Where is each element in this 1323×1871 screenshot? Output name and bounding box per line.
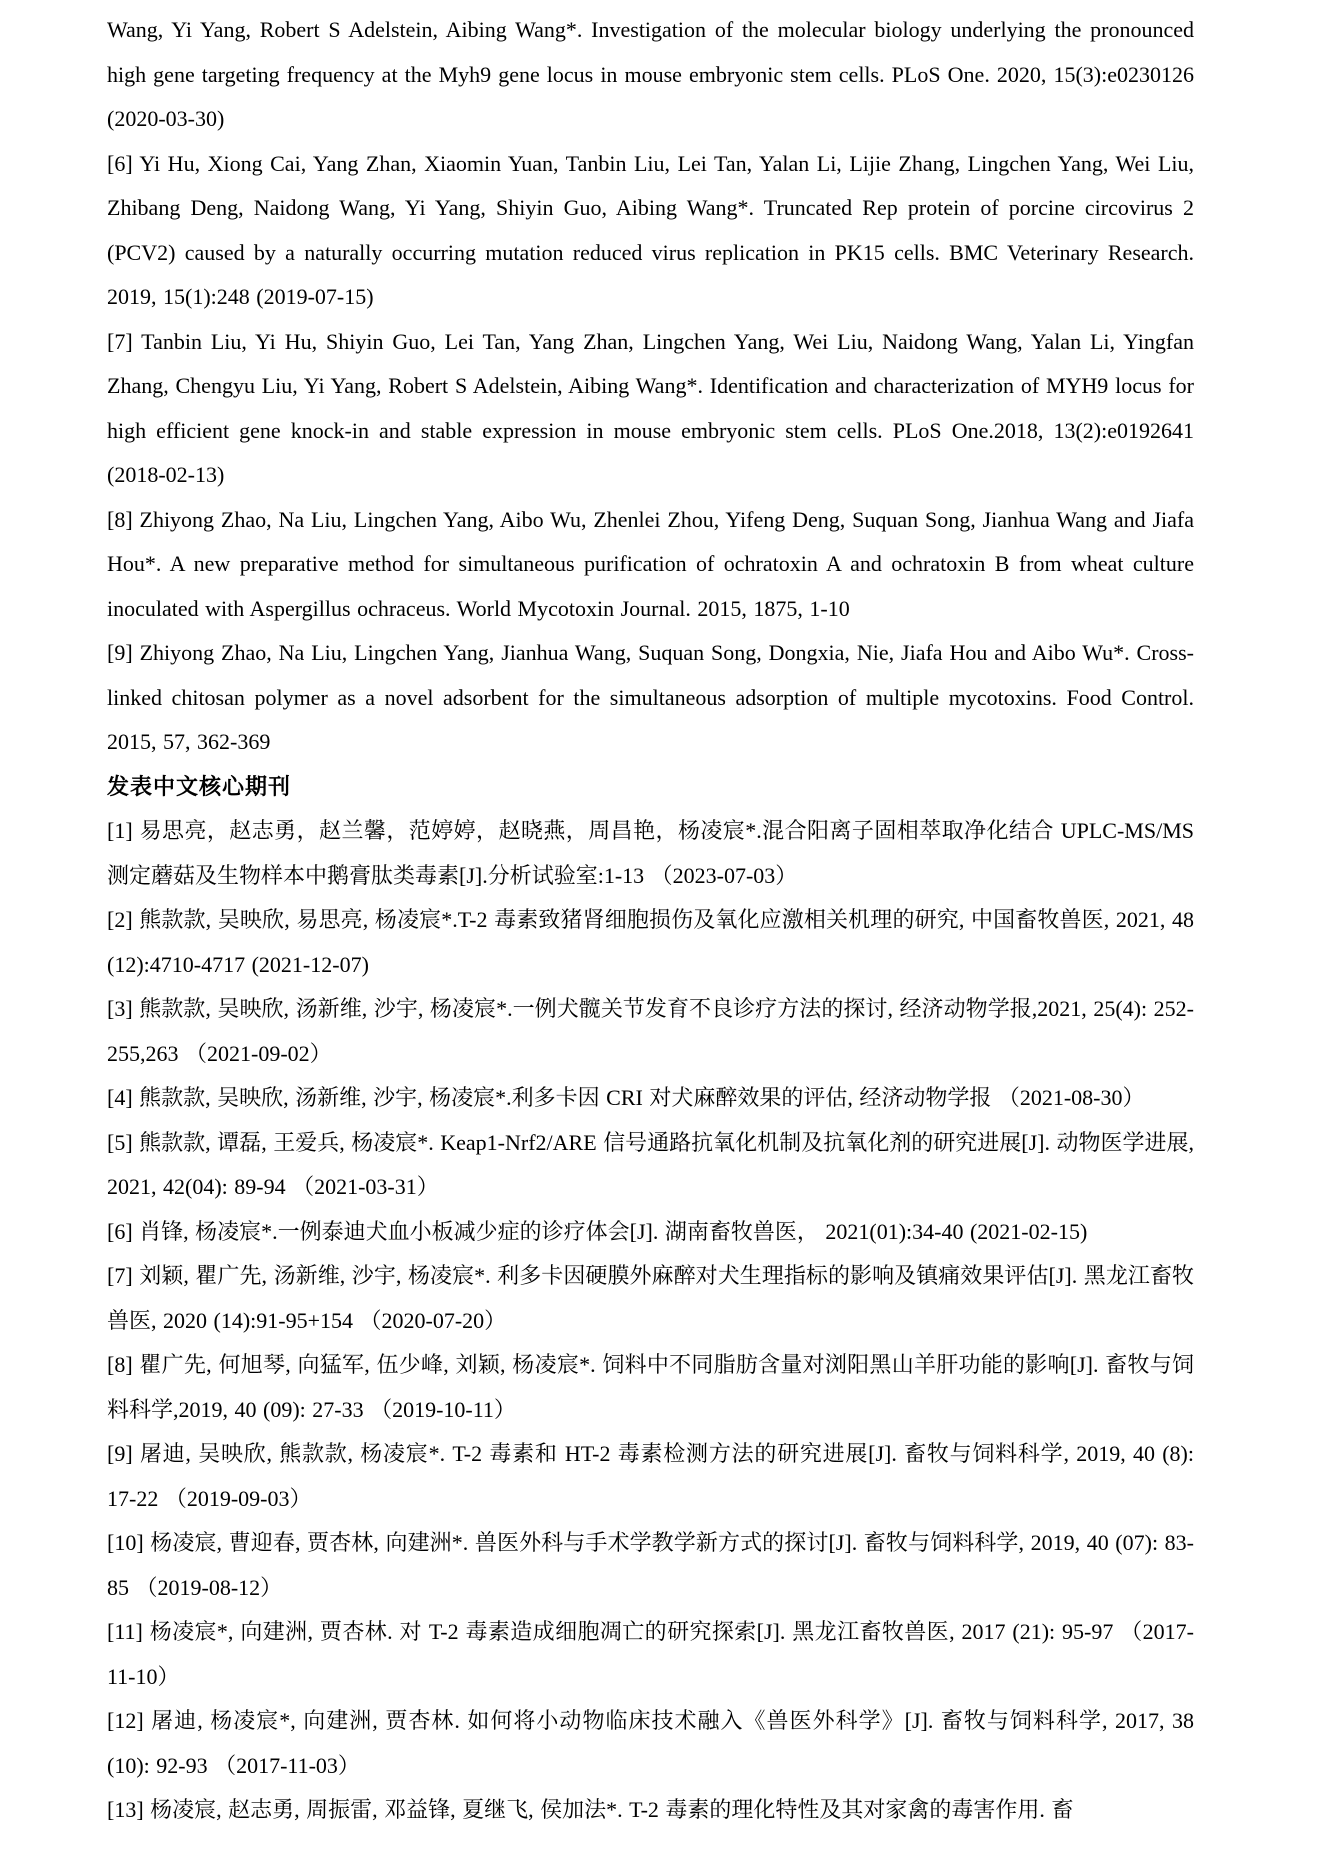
chinese-reference-11: [11] 杨凌宸*, 向建洲, 贾杏林. 对 T-2 毒素造成细胞凋亡的研究探索[J]. 黑龙江畜牧兽医, 2017 (21): 95-97 （2017-11-10）: [107, 1619, 1194, 1689]
publication-list: [107, 8, 1194, 1833]
english-reference-continuation: Wang, Yi Yang, Robert S Adelstein, Aibing Wang*. Investigation of the molecular biology underlying the pronounced high gene targeting frequency at the Myh9 gene locus in mouse embryonic stem cells. PLoS One. 2020, 15(3):e0230126 (2020-03-30): [107, 17, 1194, 131]
chinese-reference-5: [5] 熊款款, 谭磊, 王爱兵, 杨凌宸*. Keap1-Nrf2/ARE 信号通路抗氧化机制及抗氧化剂的研究进展[J]. 动物医学进展, 2021, 42(04): 89-94 （2021-03-31）: [107, 1129, 1194, 1199]
english-reference-7: [7] Tanbin Liu, Yi Hu, Shiyin Guo, Lei Tan, Yang Zhan, Lingchen Yang, Wei Liu, Naidong Wang, Yalan Li, Yingfan Zhang, Chengyu Liu, Yi Yang, Robert S Adelstein, Aibing Wang*. Identification and characterization of MYH9 locus for high efficient gene knock-in and stable expression in mouse embryonic stem cells. PLoS One.2018, 13(2):e0192641 (2018-02-13): [107, 328, 1194, 487]
chinese-reference-7: [7] 刘颖, 瞿广先, 汤新维, 沙宇, 杨凌宸*. 利多卡因硬膜外麻醉对犬生理指标的影响及镇痛效果评估[J]. 黑龙江畜牧兽医, 2020 (14):91-95+154 （2020-07-20）: [107, 1263, 1194, 1333]
english-reference-8: [8] Zhiyong Zhao, Na Liu, Lingchen Yang, Aibo Wu, Zhenlei Zhou, Yifeng Deng, Suquan Song, Jianhua Wang and Jiafa Hou*. A new preparative method for simultaneous purification of ochratoxin A and ochratoxin B from wheat culture inoculated with Aspergillus ochraceus. World Mycotoxin Journal. 2015, 1875, 1-10: [107, 506, 1194, 621]
chinese-reference-2: [2] 熊款款, 吴映欣, 易思亮, 杨凌宸*.T-2 毒素致猪肾细胞损伤及氧化应激相关机理的研究, 中国畜牧兽医, 2021, 48 (12):4710-4717 (2021-12-07): [107, 907, 1194, 977]
chinese-reference-10: [10] 杨凌宸, 曹迎春, 贾杏林, 向建洲*. 兽医外科与手术学教学新方式的探讨[J]. 畜牧与饲料科学, 2019, 40 (07): 83-85 （2019-08-12）: [107, 1530, 1194, 1600]
chinese-reference-4: [4] 熊款款, 吴映欣, 汤新维, 沙宇, 杨凌宸*.利多卡因 CRI 对犬麻醉效果的评估, 经济动物学报 （2021-08-30）: [107, 1085, 1145, 1110]
chinese-reference-1: [1] 易思亮，赵志勇，赵兰馨，范婷婷，赵晓燕，周昌艳，杨凌宸*.混合阳离子固相萃取净化结合 UPLC-MS/MS 测定蘑菇及生物样本中鹅膏肽类毒素[J].分析试验室:1-13 （2023-07-03）: [107, 818, 1194, 888]
chinese-reference-9: [9] 屠迪, 吴映欣, 熊款款, 杨凌宸*. T-2 毒素和 HT-2 毒素检测方法的研究进展[J]. 畜牧与饲料科学, 2019, 40 (8): 17-22 （2019-09-03）: [107, 1441, 1194, 1511]
section-heading-chinese-core-journals: 发表中文核心期刊: [107, 773, 292, 799]
chinese-reference-12: [12] 屠迪, 杨凌宸*, 向建洲, 贾杏林. 如何将小动物临床技术融入《兽医外科学》[J]. 畜牧与饲料科学, 2017, 38 (10): 92-93 （2017-11-03）: [107, 1708, 1194, 1778]
english-reference-6: [6] Yi Hu, Xiong Cai, Yang Zhan, Xiaomin Yuan, Tanbin Liu, Lei Tan, Yalan Li, Lijie Zhang, Lingchen Yang, Wei Liu, Zhibang Deng, Naidong Wang, Yi Yang, Shiyin Guo, Aibing Wang*. Truncated Rep protein of porcine circovirus 2 (PCV2) caused by a naturally occurring mutation reduced virus replication in PK15 cells. BMC Veterinary Research. 2019, 15(1):248 (2019-07-15): [107, 150, 1194, 309]
chinese-reference-3: [3] 熊款款, 吴映欣, 汤新维, 沙宇, 杨凌宸*.一例犬髋关节发育不良诊疗方法的探讨, 经济动物学报,2021, 25(4): 252-255,263 （2021-09-02）: [107, 996, 1194, 1066]
chinese-reference-8: [8] 瞿广先, 何旭琴, 向猛军, 伍少峰, 刘颖, 杨凌宸*. 饲料中不同脂肪含量对浏阳黑山羊肝功能的影响[J]. 畜牧与饲料科学,2019, 40 (09): 27-33 （2019-10-11）: [107, 1352, 1194, 1422]
chinese-reference-6: [6] 肖锋, 杨凌宸*.一例泰迪犬血小板减少症的诊疗体会[J]. 湖南畜牧兽医， 2021(01):34-40 (2021-02-15): [107, 1218, 1088, 1244]
chinese-reference-13: [13] 杨凌宸, 赵志勇, 周振雷, 邓益锋, 夏继飞, 侯加法*. T-2 毒素的理化特性及其对家禽的毒害作用. 畜: [107, 1797, 1074, 1822]
english-reference-9: [9] Zhiyong Zhao, Na Liu, Lingchen Yang, Jianhua Wang, Suquan Song, Dongxia, Nie, Jiafa Hou and Aibo Wu*. Cross-linked chitosan polymer as a novel adsorbent for the simultaneous adsorption of multiple mycotoxins. Food Control. 2015, 57, 362-369: [107, 640, 1194, 754]
